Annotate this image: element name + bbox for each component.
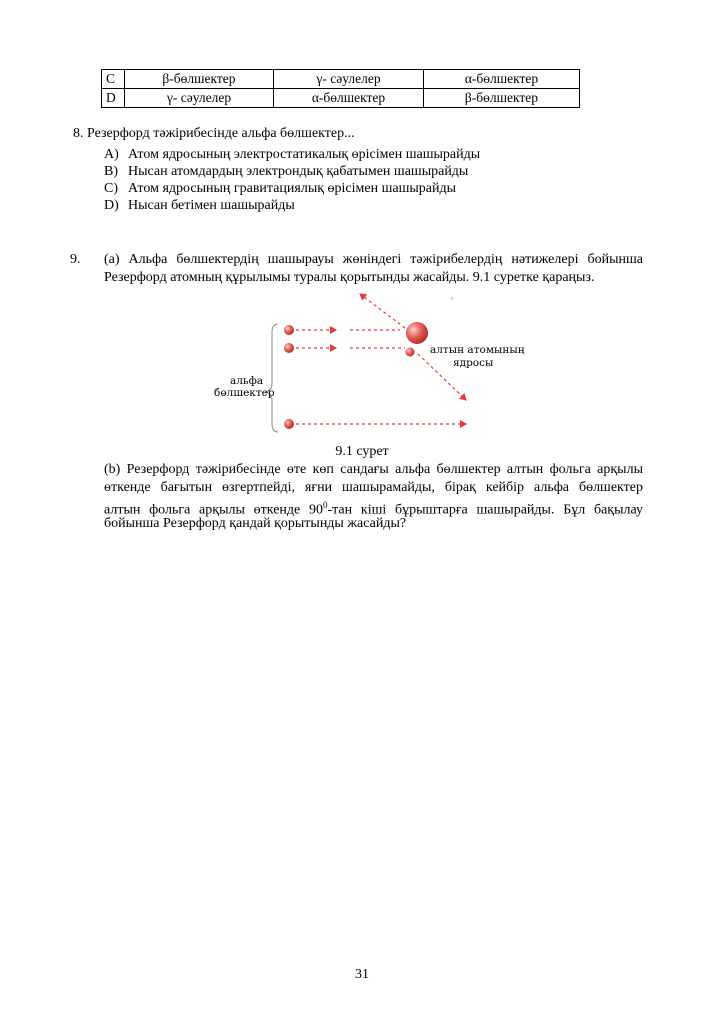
option-letter: D) <box>104 198 119 213</box>
option-c <box>104 180 456 197</box>
table-cell: γ- сәулелер <box>274 70 424 89</box>
option-letter: A) <box>104 147 119 162</box>
rutherford-scattering-figure <box>200 288 525 438</box>
question-9b-line: (b) Резерфорд тәжірибесінде өте көп сандағы альфа бөлшектер алтын фольга арқылы <box>104 462 643 477</box>
answer-table <box>101 69 580 108</box>
question-8 <box>73 125 355 142</box>
option-letter: C) <box>104 181 118 196</box>
table-row <box>102 70 580 89</box>
row-label: C <box>102 70 125 89</box>
option-text: Нысан бетімен шашырайды <box>128 198 295 213</box>
row-label: D <box>102 89 125 108</box>
alpha-particle <box>284 419 294 429</box>
question-number: 8. <box>73 126 84 141</box>
table-cell: β-бөлшектер <box>424 89 580 108</box>
question-9a-line: (a) Альфа бөлшектердің шашырауы жөніндегі тәжірибелердің нәтижелері бойынша <box>104 252 643 267</box>
table-cell: γ- сәулелер <box>125 89 274 108</box>
option-letter: B) <box>104 164 118 179</box>
bracket <box>266 324 278 432</box>
question-9b-line: өткенде бағытын өзгертпейді, яғни шашырамайды, бірақ кейбір альфа бөлшектер <box>104 480 643 495</box>
question-9a-line: Резерфорд атомның құрылымы туралы қорытынды жасайды. 9.1 суретке қараңыз. <box>104 270 595 285</box>
table-cell: α-бөлшектер <box>424 70 580 89</box>
alpha-particle <box>284 343 294 353</box>
figure-caption: 9.1 сурет <box>335 444 389 459</box>
alpha-particle <box>284 325 294 335</box>
question-number: 9. <box>70 252 81 267</box>
gold-nucleus <box>406 322 428 344</box>
figure-label-nucleus: ядросы <box>453 357 494 369</box>
figure-label-alpha: бөлшектер <box>214 387 275 399</box>
option-d <box>104 197 295 214</box>
degree-superscript: 0 <box>322 500 328 510</box>
option-b <box>104 163 468 180</box>
deflected-path-arrow <box>360 294 405 328</box>
table-row <box>102 89 580 108</box>
alpha-particle <box>406 348 415 357</box>
question-text: Резерфорд тәжірибесінде альфа бөлшектер... <box>87 126 355 141</box>
figure-label-nucleus: алтын атомының <box>430 344 525 356</box>
question-9b-line: бойынша Резерфорд қандай қорытынды жасайды? <box>104 516 407 531</box>
option-text: Атом ядросының электростатикалық өрісімен шашырайды <box>128 147 481 162</box>
page-number: 31 <box>355 967 369 982</box>
table-cell: β-бөлшектер <box>125 70 274 89</box>
line-text: алтын фольга арқылы өткенде 90 <box>104 502 323 518</box>
line-text: -тан кіші бұрыштарға шашырайды. Бұл бақылау <box>327 502 643 518</box>
figure-label-alpha: альфа <box>230 375 264 387</box>
option-text: Атом ядросының гравитациялық өрісімен шашырайды <box>128 181 457 196</box>
table-cell: α-бөлшектер <box>274 89 424 108</box>
option-a <box>104 146 480 163</box>
option-text: Нысан атомдардың электрондық қабатымен шашырайды <box>128 164 469 179</box>
